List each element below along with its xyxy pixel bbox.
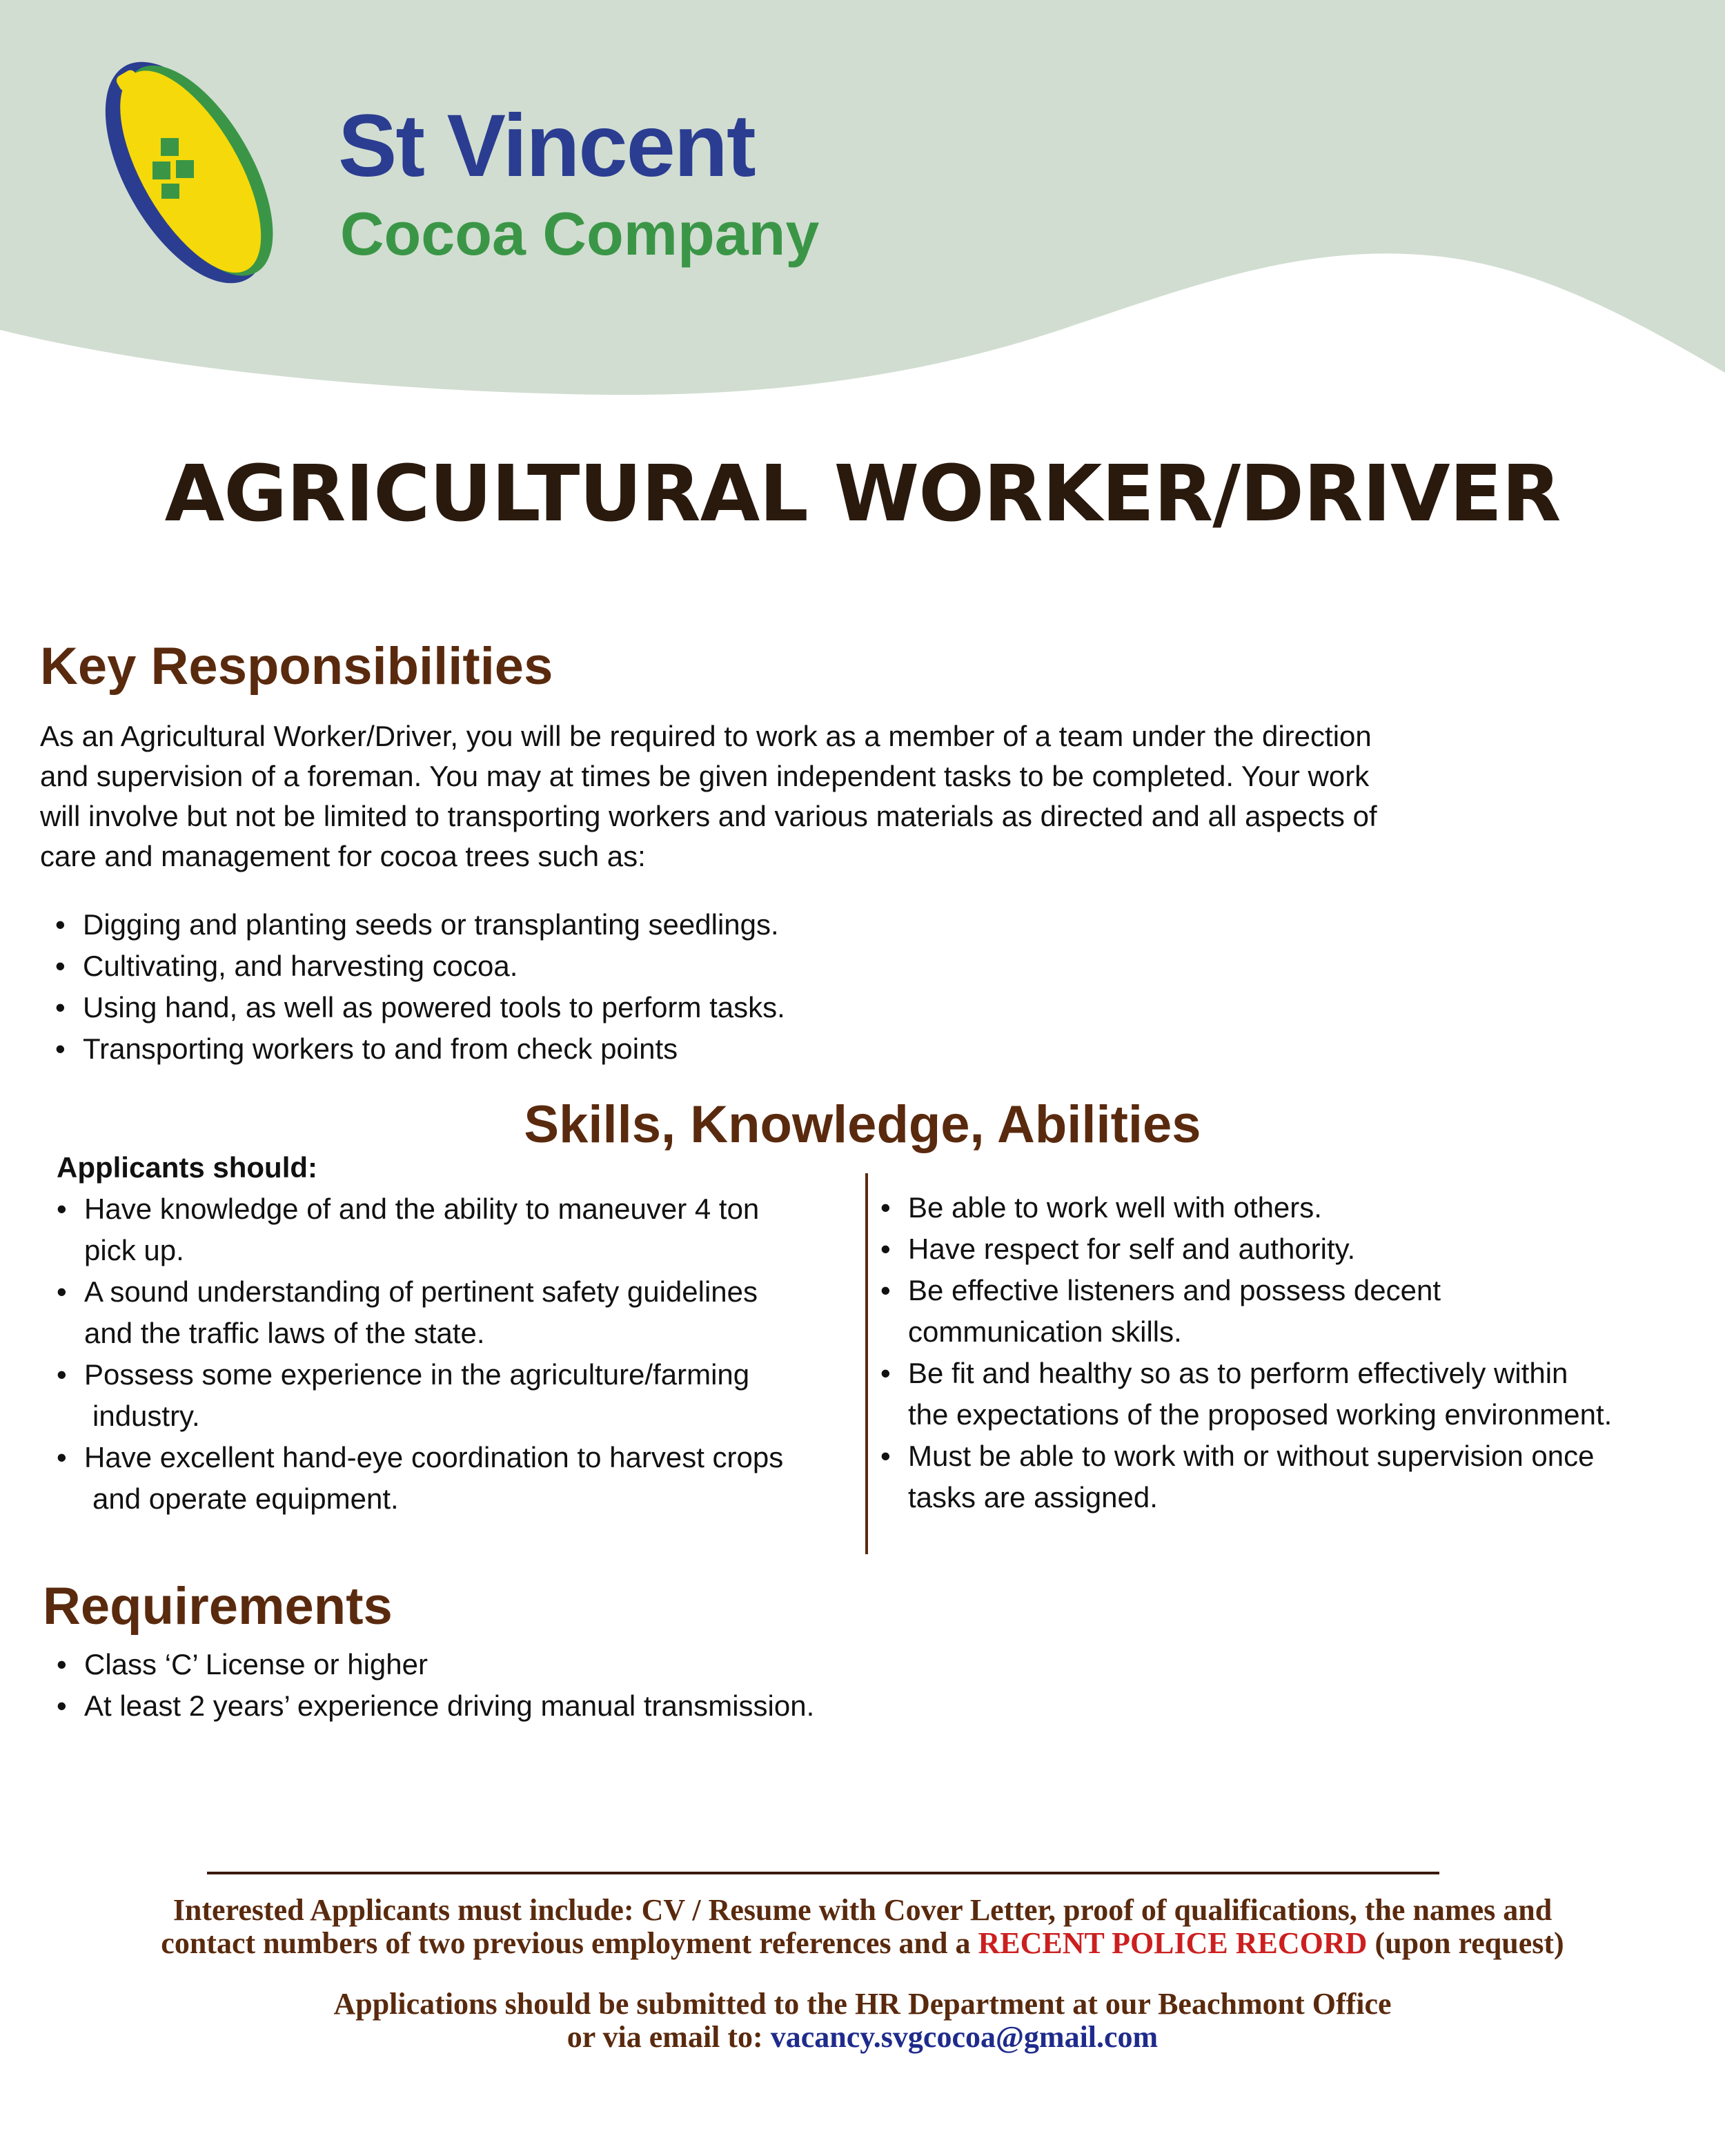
list-item: • Class ‘C’ License or higher: [84, 1644, 814, 1685]
submission-line: Applications should be submitted to the HR Department at our Beachmont Office: [333, 1987, 1392, 2021]
police-record-highlight: RECENT POLICE RECORD: [978, 1926, 1368, 1960]
list-item: • At least 2 years’ experience driving manual transmission.: [84, 1685, 814, 1727]
list-item: [84, 1437, 783, 1520]
email-link[interactable]: vacancy.svgcocoa@gmail.com: [770, 2020, 1159, 2054]
submission-text: or via email to:: [566, 2020, 771, 2054]
footer-divider: [207, 1872, 1439, 1874]
key-responsibilities-heading: Key Responsibilities: [40, 637, 553, 696]
instructions-line: [0, 1927, 1725, 1960]
list-item: [84, 1271, 783, 1354]
item-line: • Be effective listeners and possess decent: [908, 1274, 1441, 1306]
list-item: [908, 1270, 1612, 1353]
item-line: and the traffic laws of the state.: [84, 1317, 485, 1349]
application-instructions: [0, 1894, 1725, 1960]
list-item: • Cultivating, and harvesting cocoa.: [83, 945, 785, 987]
instructions-line: Interested Applicants must include: CV / Resume with Cover Letter, proof of qualifications, the names and: [172, 1893, 1552, 1927]
instructions-text: (upon request): [1367, 1926, 1564, 1960]
responsibilities-intro: [40, 716, 1627, 876]
list-item: • Using hand, as well as powered tools to perform tasks.: [83, 987, 785, 1028]
item-line: • Be fit and healthy so as to perform effectively within: [908, 1357, 1568, 1389]
item-line: industry.: [92, 1400, 200, 1432]
company-name-line2: Cocoa Company: [340, 199, 820, 268]
list-item: [908, 1435, 1612, 1518]
item-line: communication skills.: [908, 1315, 1182, 1348]
requirements-heading: Requirements: [43, 1577, 393, 1636]
item-line: and operate equipment.: [92, 1482, 399, 1515]
intro-line: and supervision of a foreman. You may at times be given independent tasks to be completed. Your work: [40, 760, 1370, 792]
job-title: AGRICULTURAL WORKER/DRIVER: [164, 449, 1561, 539]
list-item: • Digging and planting seeds or transplanting seedlings.: [83, 904, 785, 945]
item-line: pick up.: [84, 1234, 184, 1266]
list-item: [908, 1187, 1612, 1228]
skills-left-list: [84, 1188, 783, 1520]
item-line: the expectations of the proposed working environment.: [908, 1398, 1613, 1431]
list-item: [908, 1353, 1612, 1435]
intro-line: care and management for cocoa trees such as:: [40, 840, 646, 872]
responsibilities-list: [83, 904, 785, 1070]
instructions-text: contact numbers of two previous employment references and a: [161, 1926, 978, 1960]
item-line: • Possess some experience in the agriculture/farming: [84, 1358, 750, 1391]
list-item: [908, 1228, 1612, 1270]
list-item: • Transporting workers to and from check points: [83, 1028, 785, 1070]
requirements-list: [84, 1644, 814, 1727]
item-line: tasks are assigned.: [908, 1481, 1158, 1513]
item-line: • Be able to work well with others.: [908, 1191, 1322, 1224]
item-line: • Must be able to work with or without supervision once: [908, 1440, 1595, 1472]
skills-right-list: [908, 1187, 1612, 1518]
submission-line: [0, 2021, 1725, 2054]
intro-line: will involve but not be limited to transporting workers and various materials as directed and all aspects of: [40, 800, 1377, 832]
company-name-line1: St Vincent: [338, 97, 755, 195]
submission-instructions: [0, 1988, 1725, 2054]
column-divider: [865, 1173, 868, 1554]
list-item: [84, 1188, 783, 1271]
item-line: • A sound understanding of pertinent safety guidelines: [84, 1275, 758, 1308]
item-line: • Have respect for self and authority.: [908, 1233, 1356, 1265]
cocoa-pod-logo-icon: [62, 48, 310, 297]
list-item: [84, 1354, 783, 1437]
applicants-label: Applicants should:: [57, 1151, 317, 1184]
item-line: • Have excellent hand-eye coordination to harvest crops: [84, 1441, 784, 1473]
skills-heading: Skills, Knowledge, Abilities: [524, 1095, 1201, 1154]
intro-line: As an Agricultural Worker/Driver, you will be required to work as a member of a team under the direction: [40, 720, 1372, 752]
item-line: • Have knowledge of and the ability to maneuver 4 ton: [84, 1193, 760, 1225]
